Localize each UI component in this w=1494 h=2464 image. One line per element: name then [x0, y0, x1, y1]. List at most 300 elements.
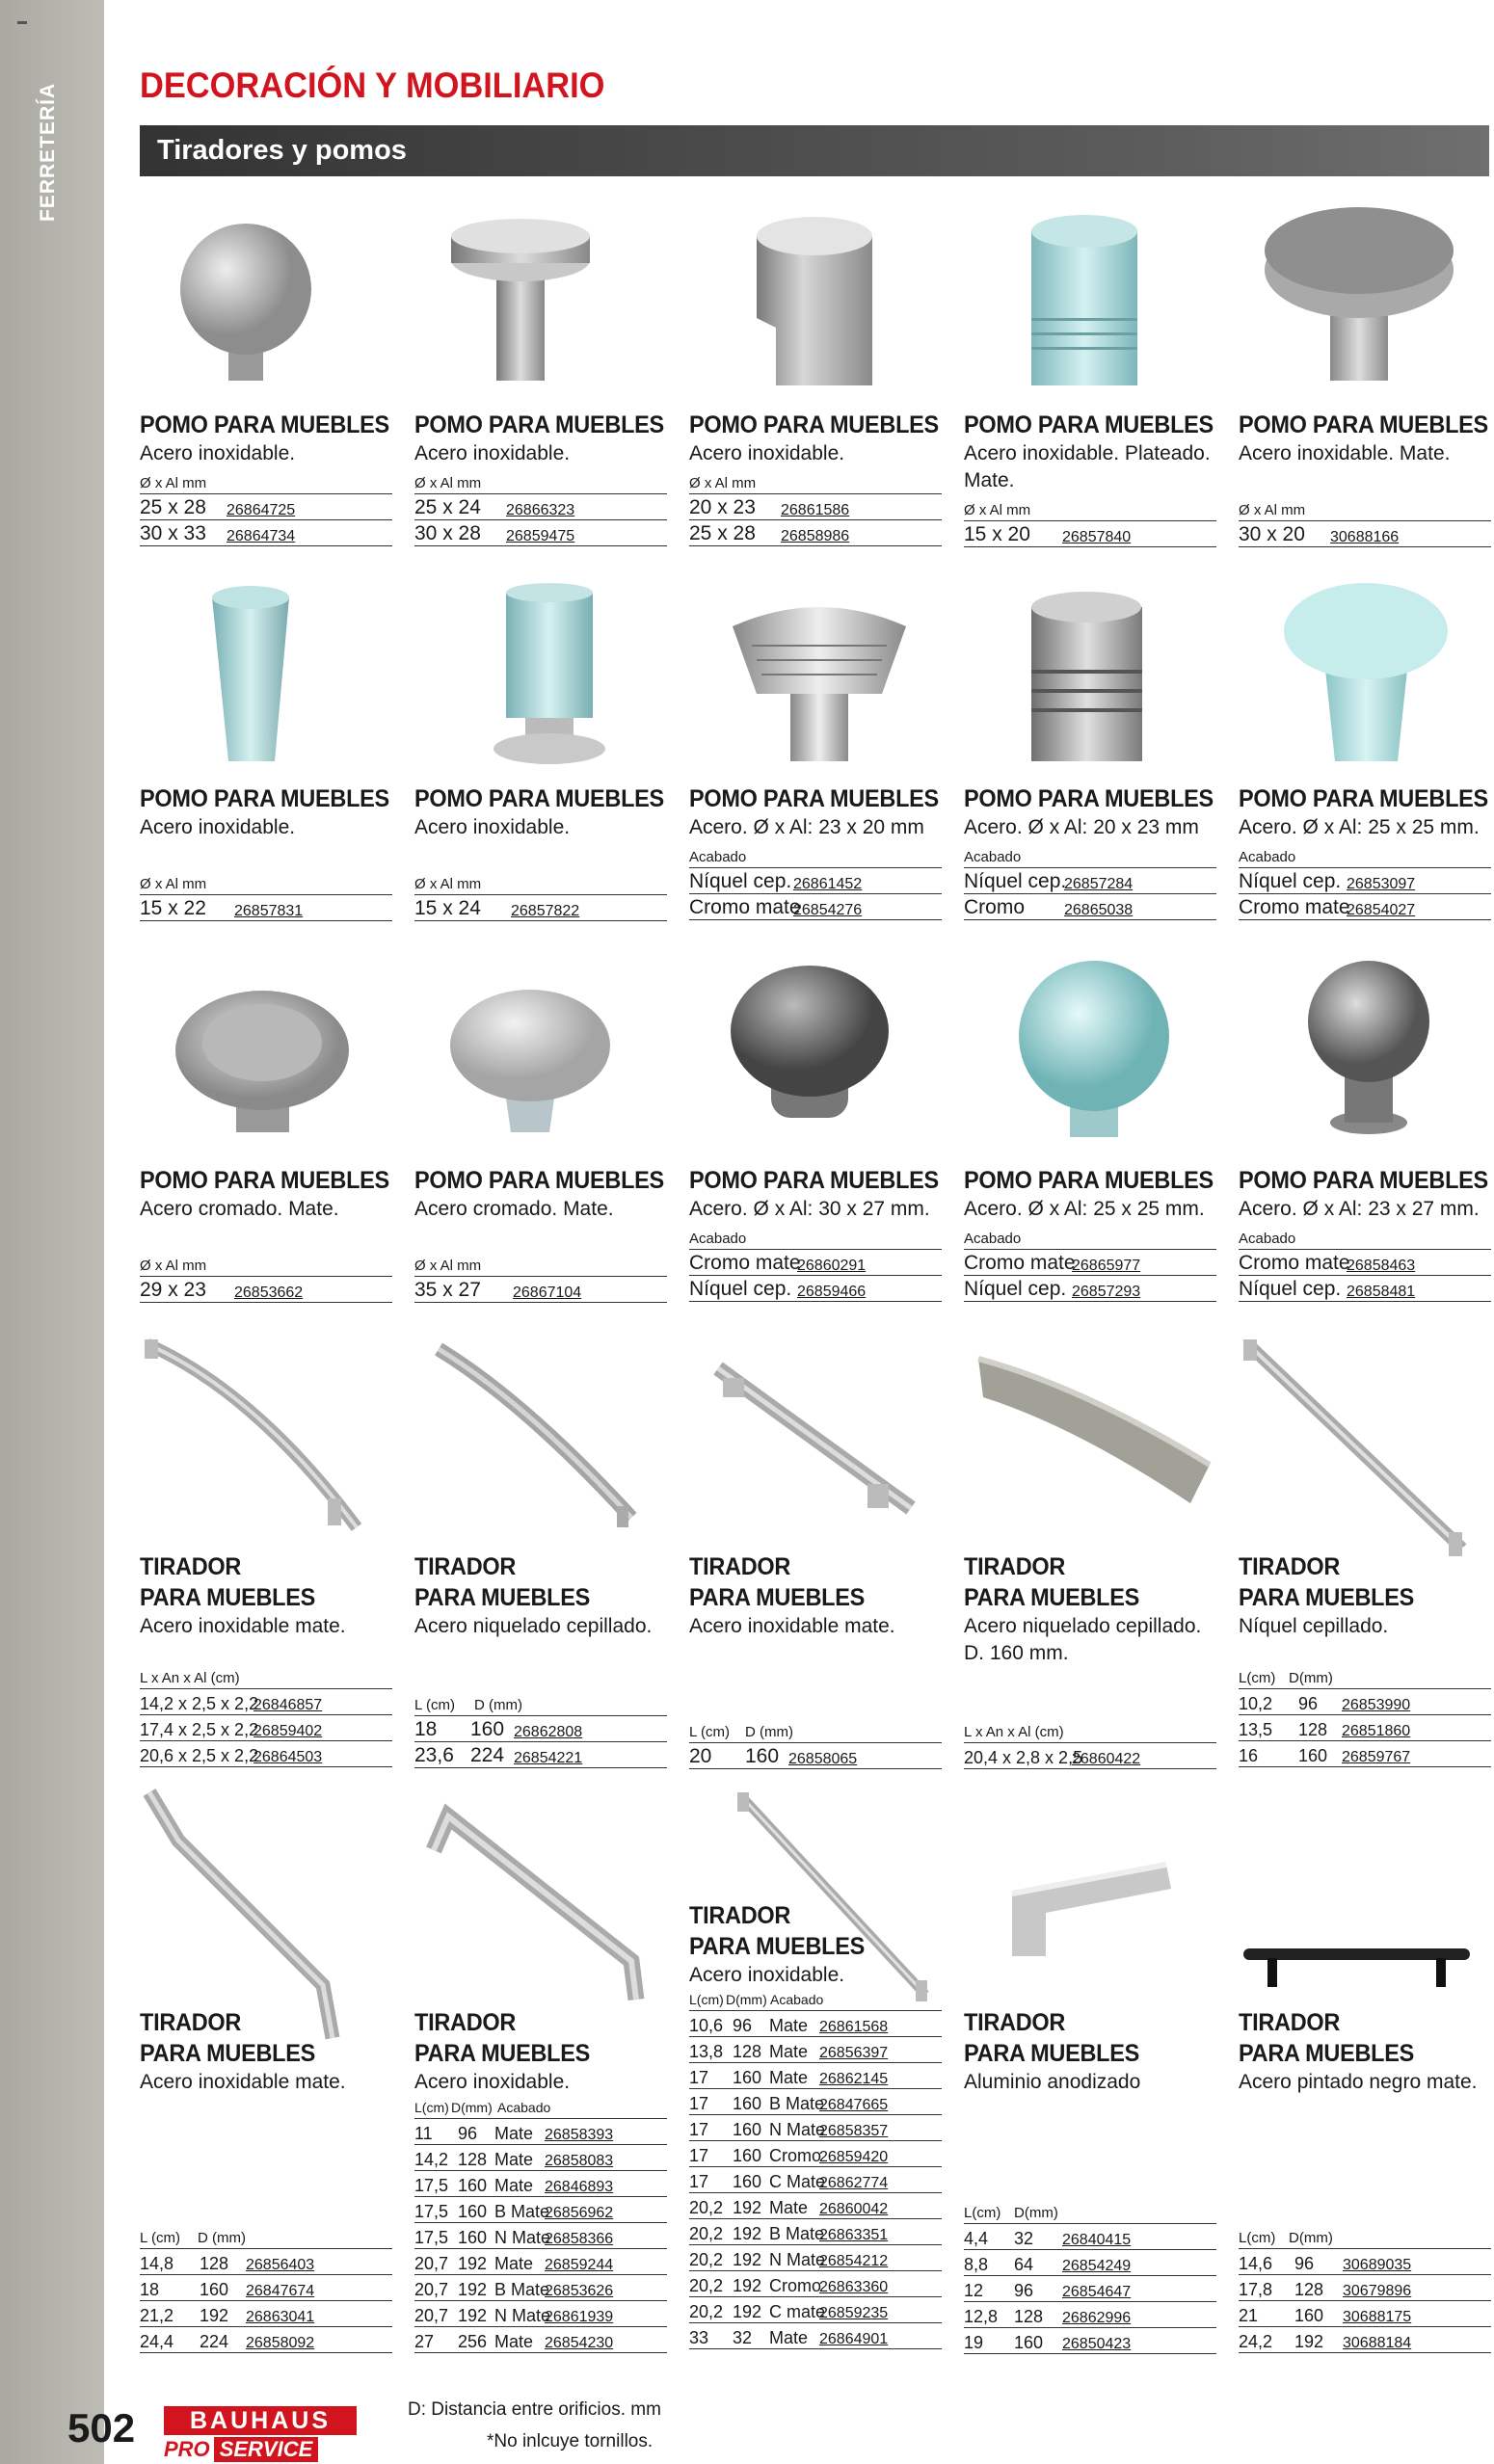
product-heading-2: PARA MUEBLES — [964, 2040, 1140, 2067]
product-table — [1239, 2229, 1491, 2353]
table-header: Ø x Al mm — [414, 875, 667, 895]
product-pomo-1 — [140, 410, 392, 544]
product-code: 26865977 — [1072, 1258, 1141, 1274]
product-code: 26854249 — [1062, 2258, 1132, 2274]
knob-image-14 — [1017, 959, 1171, 1142]
table-row: 25 x 28 26858986 — [689, 520, 942, 546]
product-code: 26853626 — [545, 2283, 614, 2299]
product-desc: Acero pintado negro mate. — [1239, 2071, 1478, 2093]
product-code: 26857840 — [1062, 529, 1132, 545]
knob-image-1 — [178, 207, 313, 390]
product-table — [689, 1230, 942, 1302]
product-table — [964, 501, 1216, 547]
table-row: Cromo mate 26860291 — [689, 1250, 942, 1276]
product-heading: POMO PARA MUEBLES — [414, 785, 664, 812]
product-pomo-13 — [689, 1165, 942, 1300]
product-desc: Acero. Ø x Al: 25 x 25 mm. — [1239, 816, 1480, 838]
product-table — [140, 1257, 392, 1303]
table-header: L(cm) D(mm) Acabado — [414, 2099, 667, 2119]
product-code: 26851860 — [1342, 1723, 1411, 1739]
product-heading: POMO PARA MUEBLES — [689, 411, 939, 438]
table-row: 12 96 26854647 — [964, 2276, 1216, 2302]
table-header: L (cm) D (mm) — [414, 1696, 667, 1716]
table-row: 17,5 160 N Mate 26858366 — [414, 2223, 667, 2249]
table-row: 30 x 28 26859475 — [414, 520, 667, 546]
product-heading: TIRADOR — [1239, 1553, 1341, 1580]
logo-brand: BAUHAUS — [164, 2406, 357, 2435]
table-row: 17,8 128 30679896 — [1239, 2275, 1491, 2301]
table-header: Acabado — [689, 848, 942, 868]
product-pomo-11 — [140, 1165, 392, 1301]
product-code: 26854230 — [545, 2335, 614, 2351]
product-pomo-5 — [1239, 410, 1491, 545]
table-row: 13,5 128 26851860 — [1239, 1715, 1491, 1741]
table-row: 33 32 Mate 26864901 — [689, 2323, 942, 2349]
product-heading: POMO PARA MUEBLES — [689, 785, 939, 812]
product-code: 26864734 — [227, 528, 296, 544]
table-row: 14,2 x 2,5 x 2,2 26846857 — [140, 1689, 392, 1715]
product-pomo-9 — [964, 783, 1216, 918]
product-code: 26856403 — [246, 2257, 315, 2273]
table-row: 8,8 64 26854249 — [964, 2250, 1216, 2276]
table-row: 12,8 128 26862996 — [964, 2302, 1216, 2328]
product-code: 26864725 — [227, 502, 296, 518]
table-row: Níquel cep. 26857284 — [964, 868, 1216, 894]
table-row: 20,2 192 C mate 26859235 — [689, 2297, 942, 2323]
product-code: 30679896 — [1343, 2283, 1412, 2299]
product-table — [689, 1723, 942, 1769]
table-header: L(cm) D(mm) — [1239, 2229, 1491, 2249]
table-row: 15 x 22 26857831 — [140, 895, 392, 921]
product-code: 26858357 — [819, 2123, 889, 2139]
product-desc: Acero inoxidable. Mate. — [1239, 442, 1451, 464]
handle-image-20 — [1239, 1335, 1480, 1566]
product-desc: Acero. Ø x Al: 23 x 27 mm. — [1239, 1198, 1480, 1220]
table-row: 20,2 192 B Mate 26863351 — [689, 2219, 942, 2245]
table-row: 17 160 C Mate 26862774 — [689, 2167, 942, 2193]
table-row: 14,2 128 Mate 26858083 — [414, 2145, 667, 2171]
product-code: 26859475 — [506, 528, 575, 544]
product-desc: Acero cromado. Mate. — [414, 1198, 614, 1220]
product-code: 26861452 — [793, 876, 863, 892]
table-row: 21 160 30688175 — [1239, 2301, 1491, 2327]
product-desc: Acero niquelado cepillado. — [414, 1615, 653, 1637]
product-tirador-22 — [414, 2007, 667, 2351]
product-tirador-17 — [414, 1551, 667, 1766]
product-code: 26859767 — [1342, 1749, 1411, 1765]
product-code: 26862774 — [819, 2175, 889, 2191]
table-row: 18 160 26862808 — [414, 1716, 667, 1742]
product-tirador-19 — [964, 1551, 1216, 1767]
table-row: 17 160 N Mate 26858357 — [689, 2115, 942, 2141]
table-row: 23,6 224 26854221 — [414, 1742, 667, 1768]
table-row: 20,2 192 N Mate 26854212 — [689, 2245, 942, 2271]
product-desc: Acero inoxidable. — [140, 816, 296, 838]
product-code: 26860291 — [797, 1258, 867, 1274]
table-row: 17,4 x 2,5 x 2,2 26859402 — [140, 1715, 392, 1741]
table-header: Acabado — [1239, 1230, 1491, 1250]
product-code: 30689035 — [1343, 2257, 1412, 2273]
footnote-distance: D: Distancia entre orificios. mm — [408, 2399, 661, 2420]
table-header: Acabado — [964, 848, 1216, 868]
product-tirador-23 — [689, 1900, 942, 2347]
product-code: 26859420 — [819, 2149, 889, 2165]
product-code: 26862808 — [514, 1724, 583, 1740]
product-code: 26858393 — [545, 2127, 614, 2143]
product-code: 26865038 — [1064, 902, 1134, 918]
product-pomo-4 — [964, 410, 1216, 545]
product-tirador-21 — [140, 2007, 392, 2351]
table-row: 18 160 26847674 — [140, 2275, 392, 2301]
product-code: 26854212 — [819, 2253, 889, 2269]
product-desc-2: D. 160 mm. — [964, 1642, 1069, 1664]
table-row: Cromo mate 26854276 — [689, 894, 942, 920]
product-heading: POMO PARA MUEBLES — [1239, 411, 1488, 438]
table-row: 15 x 20 26857840 — [964, 521, 1216, 547]
table-row: Cromo mate 26865977 — [964, 1250, 1216, 1276]
product-code: 26847665 — [819, 2097, 889, 2113]
table-row: 20,6 x 2,5 x 2,2 26864503 — [140, 1741, 392, 1767]
product-code: 26863360 — [819, 2279, 889, 2295]
table-header: Ø x Al mm — [1239, 501, 1491, 521]
handle-image-16 — [140, 1335, 371, 1542]
product-desc: Acero inoxidable. — [689, 442, 845, 464]
product-heading-2: PARA MUEBLES — [964, 1584, 1140, 1611]
table-row: 15 x 24 26857822 — [414, 895, 667, 921]
table-row: 20,7 192 Mate 26859244 — [414, 2249, 667, 2275]
product-heading-2: PARA MUEBLES — [414, 1584, 591, 1611]
product-heading: POMO PARA MUEBLES — [140, 411, 389, 438]
product-heading: POMO PARA MUEBLES — [414, 411, 664, 438]
product-heading: POMO PARA MUEBLES — [964, 785, 1214, 812]
product-table — [1239, 501, 1491, 547]
product-heading: TIRADOR — [689, 1902, 791, 1929]
product-code: 30688175 — [1343, 2309, 1412, 2325]
knob-image-5 — [1263, 198, 1455, 385]
product-pomo-10 — [1239, 783, 1491, 918]
product-pomo-14 — [964, 1165, 1216, 1300]
knob-image-10 — [1282, 583, 1451, 766]
table-row: Níquel cep. 26861452 — [689, 868, 942, 894]
table-header: Ø x Al mm — [689, 474, 942, 494]
product-desc: Acero cromado. Mate. — [140, 1198, 339, 1220]
product-code: 26858463 — [1347, 1258, 1416, 1274]
table-header: Acabado — [964, 1230, 1216, 1250]
table-row: 17,5 160 Mate 26846893 — [414, 2171, 667, 2197]
product-heading: TIRADOR — [140, 2009, 242, 2036]
table-header: Ø x Al mm — [140, 474, 392, 494]
product-heading-2: PARA MUEBLES — [140, 2040, 316, 2067]
product-desc: Aluminio anodizado — [964, 2071, 1141, 2093]
product-code: 26857831 — [234, 903, 304, 919]
product-heading-2: PARA MUEBLES — [689, 1584, 866, 1611]
knob-image-7 — [492, 583, 607, 766]
product-code: 26853097 — [1347, 876, 1416, 892]
product-code: 26866323 — [506, 502, 575, 518]
product-code: 26858092 — [246, 2335, 315, 2351]
table-header: Ø x Al mm — [964, 501, 1216, 521]
product-code: 26863351 — [819, 2227, 889, 2243]
product-code: 26858481 — [1347, 1284, 1416, 1300]
product-tirador-18 — [689, 1551, 942, 1767]
product-code: 26864901 — [819, 2331, 889, 2347]
product-desc: Acero inoxidable mate. — [689, 1615, 895, 1637]
table-header: Acabado — [689, 1230, 942, 1250]
table-row: 20,7 192 B Mate 26853626 — [414, 2275, 667, 2301]
section-banner — [140, 125, 1489, 176]
table-row: 10,2 96 26853990 — [1239, 1689, 1491, 1715]
table-header: L(cm) D(mm) — [1239, 1669, 1491, 1689]
handle-image-22 — [419, 1802, 660, 2009]
section-title: Tiradores y pomos — [157, 135, 407, 166]
product-table — [689, 848, 942, 920]
table-header: L (cm) D (mm) — [689, 1723, 942, 1743]
table-row: 17 160 Mate 26862145 — [689, 2063, 942, 2089]
product-code: 26846893 — [545, 2179, 614, 2195]
product-tirador-25 — [1239, 2007, 1491, 2351]
product-desc: Acero inoxidable. — [140, 442, 296, 464]
table-header: Ø x Al mm — [414, 474, 667, 494]
product-code: 26859235 — [819, 2305, 889, 2321]
product-code: 26847674 — [246, 2283, 315, 2299]
product-table — [414, 875, 667, 921]
table-header: L (cm) D (mm) — [140, 2229, 392, 2249]
product-table — [140, 2229, 392, 2353]
product-code: 26857822 — [511, 903, 580, 919]
table-row: Níquel cep. 26857293 — [964, 1276, 1216, 1302]
product-pomo-2 — [414, 410, 667, 544]
product-desc: Acero inoxidable. Plateado. Mate. — [964, 442, 1211, 491]
product-desc: Acero inoxidable. — [414, 816, 571, 838]
product-code: 26867104 — [513, 1285, 582, 1301]
product-code: 26850423 — [1062, 2336, 1132, 2352]
product-code: 26853990 — [1342, 1697, 1411, 1713]
product-table — [414, 2099, 667, 2353]
table-header: L(cm) D(mm) Acabado — [689, 1991, 942, 2011]
handle-image-17 — [429, 1335, 651, 1537]
table-row: 21,2 192 26863041 — [140, 2301, 392, 2327]
product-heading-2: PARA MUEBLES — [414, 2040, 591, 2067]
product-code: 26856397 — [819, 2045, 889, 2061]
product-heading: POMO PARA MUEBLES — [964, 411, 1214, 438]
product-heading: POMO PARA MUEBLES — [1239, 1167, 1488, 1194]
table-row: 14,6 96 30689035 — [1239, 2249, 1491, 2275]
table-row: 11 96 Mate 26858393 — [414, 2119, 667, 2145]
table-row: 10,6 96 Mate 26861568 — [689, 2011, 942, 2037]
handle-image-19 — [969, 1349, 1219, 1523]
product-table — [964, 2204, 1216, 2354]
product-code: 26858366 — [545, 2231, 614, 2247]
product-code: 26859402 — [253, 1723, 323, 1739]
knob-image-9 — [1027, 588, 1147, 766]
table-row: 35 x 27 26867104 — [414, 1277, 667, 1303]
product-table — [140, 875, 392, 921]
product-code: 26858986 — [781, 528, 850, 544]
handle-image-25 — [1239, 1937, 1475, 1995]
product-heading: TIRADOR — [964, 2009, 1066, 2036]
product-heading: POMO PARA MUEBLES — [140, 1167, 389, 1194]
product-table — [964, 848, 1216, 920]
product-code: 26860042 — [819, 2201, 889, 2217]
product-heading: POMO PARA MUEBLES — [140, 785, 389, 812]
product-desc: Acero inoxidable. — [414, 2071, 571, 2093]
product-code: 26854221 — [514, 1750, 583, 1766]
knob-image-13 — [728, 959, 892, 1127]
table-row: 20,2 192 Mate 26860042 — [689, 2193, 942, 2219]
product-code: 26861568 — [819, 2019, 889, 2035]
product-heading: TIRADOR — [964, 1553, 1066, 1580]
table-row: Cromo mate 26854027 — [1239, 894, 1491, 920]
product-code: 26861586 — [781, 502, 850, 518]
knob-image-6 — [207, 583, 294, 766]
table-row: 17 160 B Mate 26847665 — [689, 2089, 942, 2115]
table-header: Ø x Al mm — [140, 1257, 392, 1277]
product-pomo-12 — [414, 1165, 667, 1301]
product-table — [1239, 1230, 1491, 1302]
product-desc: Acero. Ø x Al: 20 x 23 mm — [964, 816, 1199, 838]
product-desc: Acero. Ø x Al: 25 x 25 mm. — [964, 1198, 1205, 1220]
table-row: Níquel cep. 26858481 — [1239, 1276, 1491, 1302]
product-heading-2: PARA MUEBLES — [1239, 1584, 1415, 1611]
page-number: 502 — [67, 2405, 136, 2451]
product-code: 26862996 — [1062, 2310, 1132, 2326]
table-row: 14,8 128 26856403 — [140, 2249, 392, 2275]
product-heading-2: PARA MUEBLES — [689, 1933, 866, 1960]
product-code: 26854027 — [1347, 902, 1416, 918]
knob-image-11 — [173, 973, 352, 1137]
table-header: L x An x Al (cm) — [964, 1723, 1216, 1743]
sidebar-mark — [17, 21, 27, 24]
table-row: 17,5 160 B Mate 26856962 — [414, 2197, 667, 2223]
knob-image-3 — [747, 212, 882, 390]
product-heading: TIRADOR — [140, 1553, 242, 1580]
product-code: 26856962 — [545, 2205, 614, 2221]
product-heading-2: PARA MUEBLES — [140, 1584, 316, 1611]
product-code: 30688184 — [1343, 2335, 1412, 2351]
product-code: 26854276 — [793, 902, 863, 918]
product-code: 26854647 — [1062, 2284, 1132, 2300]
product-desc: Acero niquelado cepillado. — [964, 1615, 1202, 1637]
table-row: 16 160 26859767 — [1239, 1741, 1491, 1767]
product-pomo-6 — [140, 783, 392, 919]
knob-image-2 — [448, 217, 593, 385]
product-heading: POMO PARA MUEBLES — [689, 1167, 939, 1194]
table-row: Níquel cep. 26859466 — [689, 1276, 942, 1302]
product-code: 26861939 — [545, 2309, 614, 2325]
product-code: 26864503 — [253, 1749, 323, 1765]
product-code: 26853662 — [234, 1285, 304, 1301]
table-row: 20,7 192 N Mate 26861939 — [414, 2301, 667, 2327]
table-row: 19 160 26850423 — [964, 2328, 1216, 2354]
sidebar — [0, 0, 104, 2464]
product-code: 26857293 — [1072, 1284, 1141, 1300]
product-pomo-3 — [689, 410, 942, 544]
table-row: 24,4 224 26858092 — [140, 2327, 392, 2353]
table-row: Cromo 26865038 — [964, 894, 1216, 920]
product-heading-2: PARA MUEBLES — [1239, 2040, 1415, 2067]
table-header: Ø x Al mm — [140, 875, 392, 895]
product-heading: TIRADOR — [414, 1553, 517, 1580]
table-row: 13,8 128 Mate 26856397 — [689, 2037, 942, 2063]
product-desc: Acero inoxidable. — [414, 442, 571, 464]
product-code: 26857284 — [1064, 876, 1134, 892]
product-code: 26862145 — [819, 2071, 889, 2087]
logo-subbrand: PRO SERVICE — [164, 2437, 357, 2462]
product-table — [689, 1991, 942, 2349]
table-row: 30 x 20 30688166 — [1239, 521, 1491, 547]
product-code: 26859244 — [545, 2257, 614, 2273]
knob-image-12 — [448, 978, 612, 1137]
product-table — [414, 474, 667, 546]
product-desc: Níquel cepillado. — [1239, 1615, 1389, 1637]
product-table — [140, 474, 392, 546]
footnote-screws: *No inlcuye tornillos. — [487, 2431, 654, 2451]
handle-image-24 — [1007, 1860, 1176, 1966]
table-row: 25 x 28 26864725 — [140, 494, 392, 520]
product-tirador-24 — [964, 2007, 1216, 2352]
table-row: 17 160 Cromo 26859420 — [689, 2141, 942, 2167]
knob-image-4 — [1027, 212, 1142, 390]
product-pomo-15 — [1239, 1165, 1491, 1300]
table-row: 29 x 23 26853662 — [140, 1277, 392, 1303]
product-tirador-16 — [140, 1551, 392, 1765]
product-table — [1239, 848, 1491, 920]
product-desc: Acero inoxidable. — [689, 1964, 845, 1986]
table-row: 20,4 x 2,8 x 2,5 26860422 — [964, 1743, 1216, 1769]
product-heading: TIRADOR — [1239, 2009, 1341, 2036]
product-heading: POMO PARA MUEBLES — [964, 1167, 1214, 1194]
product-table — [414, 1257, 667, 1303]
table-row: 4,4 32 26840415 — [964, 2224, 1216, 2250]
product-code: 26840415 — [1062, 2232, 1132, 2248]
product-code: 26846857 — [253, 1697, 323, 1713]
product-heading: TIRADOR — [689, 1553, 791, 1580]
product-tirador-20 — [1239, 1551, 1491, 1765]
product-pomo-7 — [414, 783, 667, 919]
product-heading: TIRADOR — [414, 2009, 517, 2036]
product-table — [689, 474, 942, 546]
product-pomo-8 — [689, 783, 942, 918]
table-row: Níquel cep. 26853097 — [1239, 868, 1491, 894]
product-code: 26858083 — [545, 2153, 614, 2169]
table-row: 27 256 Mate 26854230 — [414, 2327, 667, 2353]
table-header: L x An x Al (cm) — [140, 1669, 392, 1689]
table-header: Ø x Al mm — [414, 1257, 667, 1277]
product-desc: Acero. Ø x Al: 23 x 20 mm — [689, 816, 924, 838]
table-row: 20 x 23 26861586 — [689, 494, 942, 520]
table-row: 30 x 33 26864734 — [140, 520, 392, 546]
product-desc: Acero inoxidable mate. — [140, 2071, 346, 2093]
product-table — [964, 1230, 1216, 1302]
product-table — [140, 1669, 392, 1767]
product-heading: POMO PARA MUEBLES — [414, 1167, 664, 1194]
product-code: 30688166 — [1330, 529, 1400, 545]
product-heading: POMO PARA MUEBLES — [1239, 785, 1488, 812]
table-row: 25 x 24 26866323 — [414, 494, 667, 520]
product-table — [1239, 1669, 1491, 1767]
page-title: DECORACIÓN Y MOBILIARIO — [140, 66, 605, 105]
handle-image-18 — [704, 1349, 925, 1523]
product-table — [414, 1696, 667, 1768]
product-code: 26860422 — [1072, 1751, 1141, 1767]
product-table — [964, 1723, 1216, 1769]
knob-image-8 — [728, 588, 911, 761]
product-code: 26863041 — [246, 2309, 315, 2325]
table-row: 20 160 26858065 — [689, 1743, 942, 1769]
knob-image-15 — [1306, 959, 1431, 1137]
table-row: 24,2 192 30688184 — [1239, 2327, 1491, 2353]
table-row: Cromo mate 26858463 — [1239, 1250, 1491, 1276]
